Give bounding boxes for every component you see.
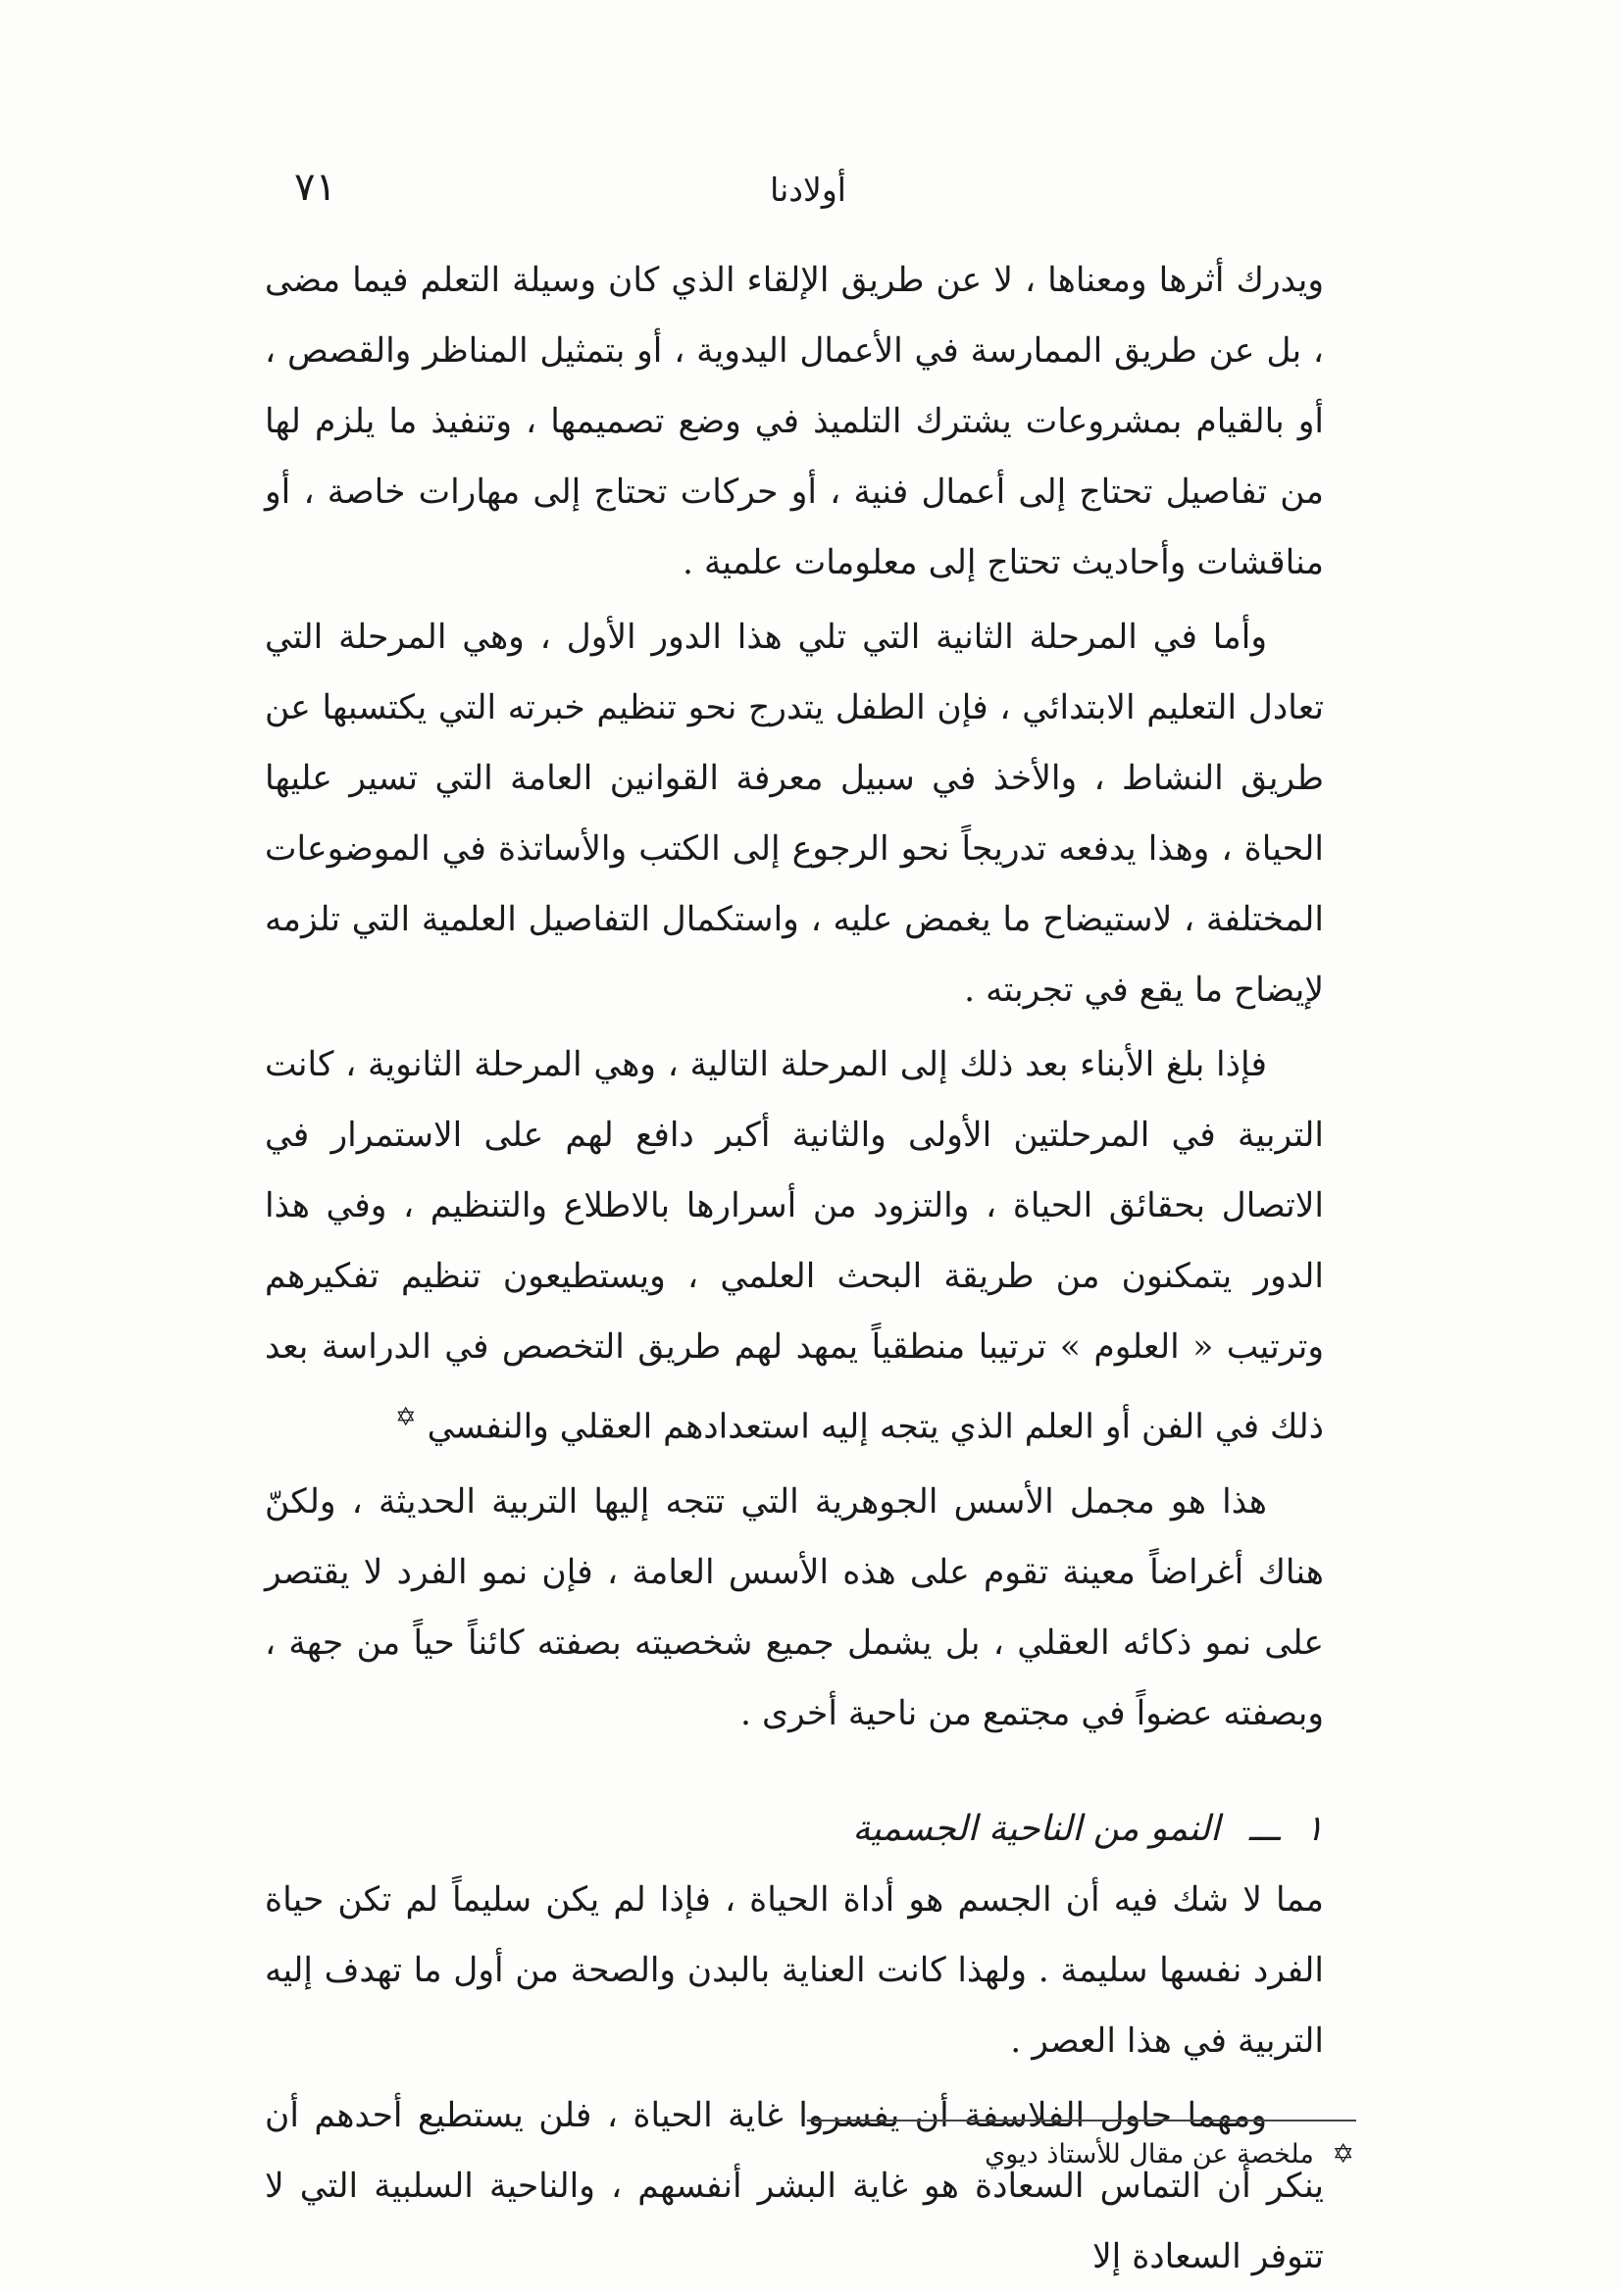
body-text (265, 245, 1324, 2296)
running-title: أولادنا (770, 171, 846, 209)
paragraph-with-note (265, 1029, 1324, 1463)
footnote-star-icon: ✡ (1332, 2139, 1354, 2170)
footnote-text: ملخصة عن مقال للأستاذ ديوي (985, 2139, 1314, 2170)
footnote-divider (807, 2120, 1356, 2121)
paragraph: ومهما حاول الفلاسفة أن يفسروا غاية الحياة ، فلن يستطيع أحدهم أن ينكر أن التماس السعادة هو غاية البشر أنفسهم ، والناحية السلبية التي لا تتوفر السعادة إلا (265, 2095, 1324, 2276)
section-number: ١ (1304, 1808, 1324, 1849)
paragraph: هذا هو مجمل الأسس الجوهرية التي تتجه إليها التربية الحديثة ، ولكنّ هناك أغراضاً معينة تقوم على هذه الأسس العامة ، فإن نمو الفرد لا يقتصر على نمو ذكائه العقلي ، بل يشمل جميع شخصيته بصفته كائناً حياً من جهة ، وبصفته عضواً في مجتمع من ناحية أخرى . (265, 1481, 1324, 1733)
page-number: ٧١ (294, 165, 336, 210)
footnote (985, 2139, 1354, 2170)
paragraph: ويدرك أثرها ومعناها ، لا عن طريق الإلقاء الذي كان وسيلة التعلم فيما مضى ، بل عن طريق الممارسة في الأعمال اليدوية ، أو بتمثيل المناظر والقصص ، أو بالقيام بمشروعات يشترك التلميذ في وضع تصميمها ، وتنفيذ ما يلزم لها من تفاصيل تحتاج إلى أعمال فنية ، أو حركات تحتاج إلى مهارات خاصة ، أو مناقشات وأحاديث تحتاج إلى معلومات علمية . (265, 261, 1324, 582)
page-header (265, 165, 1351, 224)
paragraph-text: فإذا بلغ الأبناء بعد ذلك إلى المرحلة التالية ، وهي المرحلة الثانوية ، كانت التربية في المرحلتين الأولى والثانية أكبر دافع لهم على الاستمرار في الاتصال بحقائق الحياة ، والتزود من أسرارها بالاطلاع والتنظيم ، وفي هذا الدور يتمكنون من طريقة البحث العلمي ، ويستطيعون تنظيم تفكيرهم وترتيب « العلوم » ترتيبا منطقياً يمهد لهم طريق التخصص في الدراسة بعد ذلك في الفن أو العلم الذي يتجه إليه استعدادهم العقلي والنفسي (265, 1045, 1324, 1447)
paragraph: مما لا شك فيه أن الجسم هو أداة الحياة ، فإذا لم يكن سليماً لم تكن حياة الفرد نفسها سليمة . ولهذا كانت العناية بالبدن والصحة من أول ما تهدف إليه التربية في هذا العصر . (265, 1879, 1324, 2061)
section-title: النمو من الناحية الجسمية (852, 1808, 1221, 1849)
section-dash: ـــ (1248, 1808, 1281, 1849)
footnote-marker-icon: ✡ (394, 1403, 417, 1432)
paragraph: وأما في المرحلة الثانية التي تلي هذا الدور الأول ، وهي المرحلة التي تعادل التعليم الابتدائي ، فإن الطفل يتدرج نحو تنظيم خبرته التي يكتسبها عن طريق النشاط ، والأخذ في سبيل معرفة القوانين العامة التي تسير عليها الحياة ، وهذا يدفعه تدريجاً نحو الرجوع إلى الكتب والأساتذة في الموضوعات المختلفة ، لاستيضاح ما يغمض عليه ، واستكمال التفاصيل العلمية التي تلزمه لإيضاح ما يقع في تجربته . (265, 618, 1324, 1010)
section-heading (265, 1794, 1324, 1865)
